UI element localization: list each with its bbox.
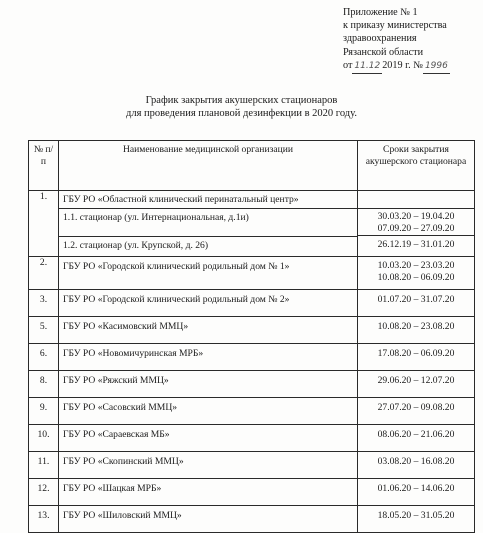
row-dates: 26.12.19 – 31.01.20 bbox=[358, 235, 474, 255]
header-name: Наименование медицинской организации bbox=[59, 141, 358, 191]
table-row bbox=[29, 317, 475, 344]
row-name: ГБУ РО «Областной клинический перинатальный центр» bbox=[63, 194, 299, 205]
row-num: 10. bbox=[29, 425, 59, 452]
row-num: 9. bbox=[29, 398, 59, 425]
header-num: № п/п bbox=[29, 141, 59, 191]
row-dates: 18.05.20 – 31.05.20 bbox=[358, 506, 475, 533]
row-name: ГБУ РО «Городской клинический родильный дом № 2» bbox=[59, 290, 358, 317]
row-num: 11. bbox=[29, 452, 59, 479]
row-dates: 29.06.20 – 12.07.20 bbox=[358, 371, 475, 398]
table-row bbox=[29, 371, 475, 398]
schedule-table bbox=[28, 140, 475, 533]
row-dates: 10.08.20 – 06.09.20 bbox=[377, 272, 455, 283]
row-num: 6. bbox=[29, 344, 59, 371]
row-dates-cell bbox=[358, 191, 475, 257]
row-dates: 07.09.20 – 27.09.20 bbox=[377, 223, 455, 234]
appendix-block bbox=[343, 6, 450, 74]
row-name: ГБУ РО «Сараевская МБ» bbox=[59, 425, 358, 452]
row-name: ГБУ РО «Ряжский ММЦ» bbox=[59, 371, 358, 398]
date-prefix: от bbox=[343, 59, 353, 71]
row-dates: 01.07.20 – 31.07.20 bbox=[358, 290, 475, 317]
row-name: ГБУ РО «Касимовский ММЦ» bbox=[59, 317, 358, 344]
row-dates: 17.08.20 – 06.09.20 bbox=[358, 344, 475, 371]
row-name: ГБУ РО «Новомичуринская МРБ» bbox=[59, 344, 358, 371]
appendix-line: Приложение № 1 bbox=[343, 7, 418, 18]
row-num: 5. bbox=[29, 317, 59, 344]
appendix-line: здравоохранения bbox=[343, 33, 417, 45]
title-line-1: График закрытия акушерских стационаров bbox=[145, 95, 338, 106]
appendix-date-line bbox=[343, 59, 450, 74]
appendix-line: Рязанской области bbox=[343, 46, 424, 58]
row-num: 12. bbox=[29, 479, 59, 506]
row-num: 2. bbox=[29, 257, 59, 290]
row-name: ГБУ РО «Шацкая МРБ» bbox=[59, 479, 358, 506]
row-num: 13. bbox=[29, 506, 59, 533]
row-name: ГБУ РО «Шиловский ММЦ» bbox=[59, 506, 358, 533]
table-row bbox=[29, 191, 475, 257]
row-dates: 03.08.20 – 16.08.20 bbox=[358, 452, 475, 479]
table-header-row bbox=[29, 141, 475, 191]
table-row bbox=[29, 398, 475, 425]
table-row bbox=[29, 479, 475, 506]
row-num: 8. bbox=[29, 371, 59, 398]
table-row bbox=[29, 425, 475, 452]
handwritten-date: 11.12 bbox=[354, 60, 381, 71]
row-num: 1. bbox=[29, 191, 59, 257]
row-name: ГБУ РО «Городской клинический родильный дом № 1» bbox=[59, 257, 358, 290]
date-year: 2019 г. № bbox=[382, 59, 423, 71]
sub-row-name: 1.1. стационар (ул. Интернациональная, д.1и) bbox=[59, 208, 357, 236]
row-num: 3. bbox=[29, 290, 59, 317]
row-dates: 30.03.20 – 19.04.20 bbox=[377, 211, 455, 222]
table-row bbox=[29, 257, 475, 290]
row-dates: 01.06.20 – 14.06.20 bbox=[358, 479, 475, 506]
row-name-cell bbox=[59, 191, 358, 257]
row-dates: 27.07.20 – 09.08.20 bbox=[358, 398, 475, 425]
sub-row-name: 1.2. стационар (ул. Крупской, д. 26) bbox=[59, 236, 357, 256]
row-dates: 10.03.20 – 23.03.20 bbox=[377, 260, 455, 271]
table-row bbox=[29, 452, 475, 479]
document-title bbox=[0, 94, 483, 120]
row-dates: 08.06.20 – 21.06.20 bbox=[358, 425, 475, 452]
row-name: ГБУ РО «Скопинский ММЦ» bbox=[59, 452, 358, 479]
header-dates: Сроки закрытия акушерского стационара bbox=[358, 141, 475, 191]
handwritten-number: 1996 bbox=[424, 60, 448, 71]
table-row bbox=[29, 290, 475, 317]
title-line-2: для проведения плановой дезинфекции в 2020 году. bbox=[126, 108, 357, 119]
row-dates: 10.08.20 – 23.08.20 bbox=[358, 317, 475, 344]
row-dates-cell bbox=[358, 257, 475, 290]
row-name: ГБУ РО «Сасовский ММЦ» bbox=[59, 398, 358, 425]
appendix-line: к приказу министерства bbox=[343, 20, 447, 32]
table-row bbox=[29, 506, 475, 533]
table-row bbox=[29, 344, 475, 371]
